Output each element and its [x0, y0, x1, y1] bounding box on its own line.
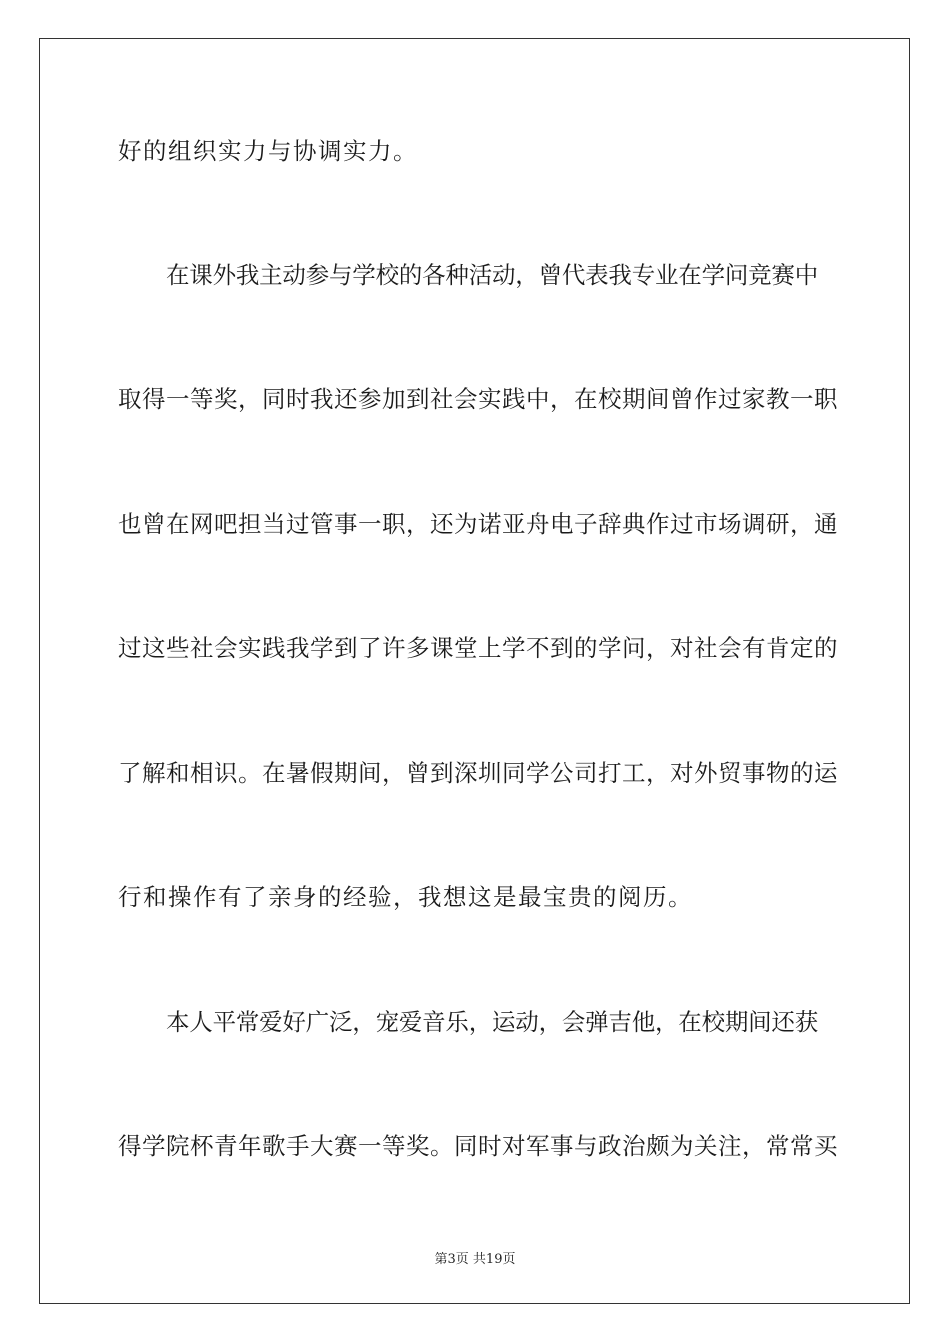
text-line: 了解和相识。在暑假期间，曾到深圳同学公司打工，对外贸事物的运: [118, 759, 838, 787]
text-line: 得学院杯青年歌手大赛一等奖。同时对军事与政治颇为关注，常常买: [118, 1132, 838, 1160]
text-line: 取得一等奖，同时我还参加到社会实践中，在校期间曾作过家教一职: [118, 385, 838, 413]
page-border: [39, 38, 910, 1304]
page-number-footer: 第3页 共19页: [434, 1252, 516, 1267]
text-line: 好的组织实力与协调实力。: [118, 137, 418, 165]
text-line: 行和操作有了亲身的经验，我想这是最宝贵的阅历。: [118, 883, 693, 911]
paragraph-start-line: 本人平常爱好广泛，宠爱音乐，运动，会弹吉他，在校期间还获: [166, 1008, 818, 1036]
text-line: 也曾在网吧担当过管事一职，还为诺亚舟电子辞典作过市场调研，通: [118, 510, 838, 538]
paragraph-start-line: 在课外我主动参与学校的各种活动，曾代表我专业在学问竞赛中: [166, 261, 818, 289]
text-line: 过这些社会实践我学到了许多课堂上学不到的学问，对社会有肯定的: [118, 634, 838, 662]
